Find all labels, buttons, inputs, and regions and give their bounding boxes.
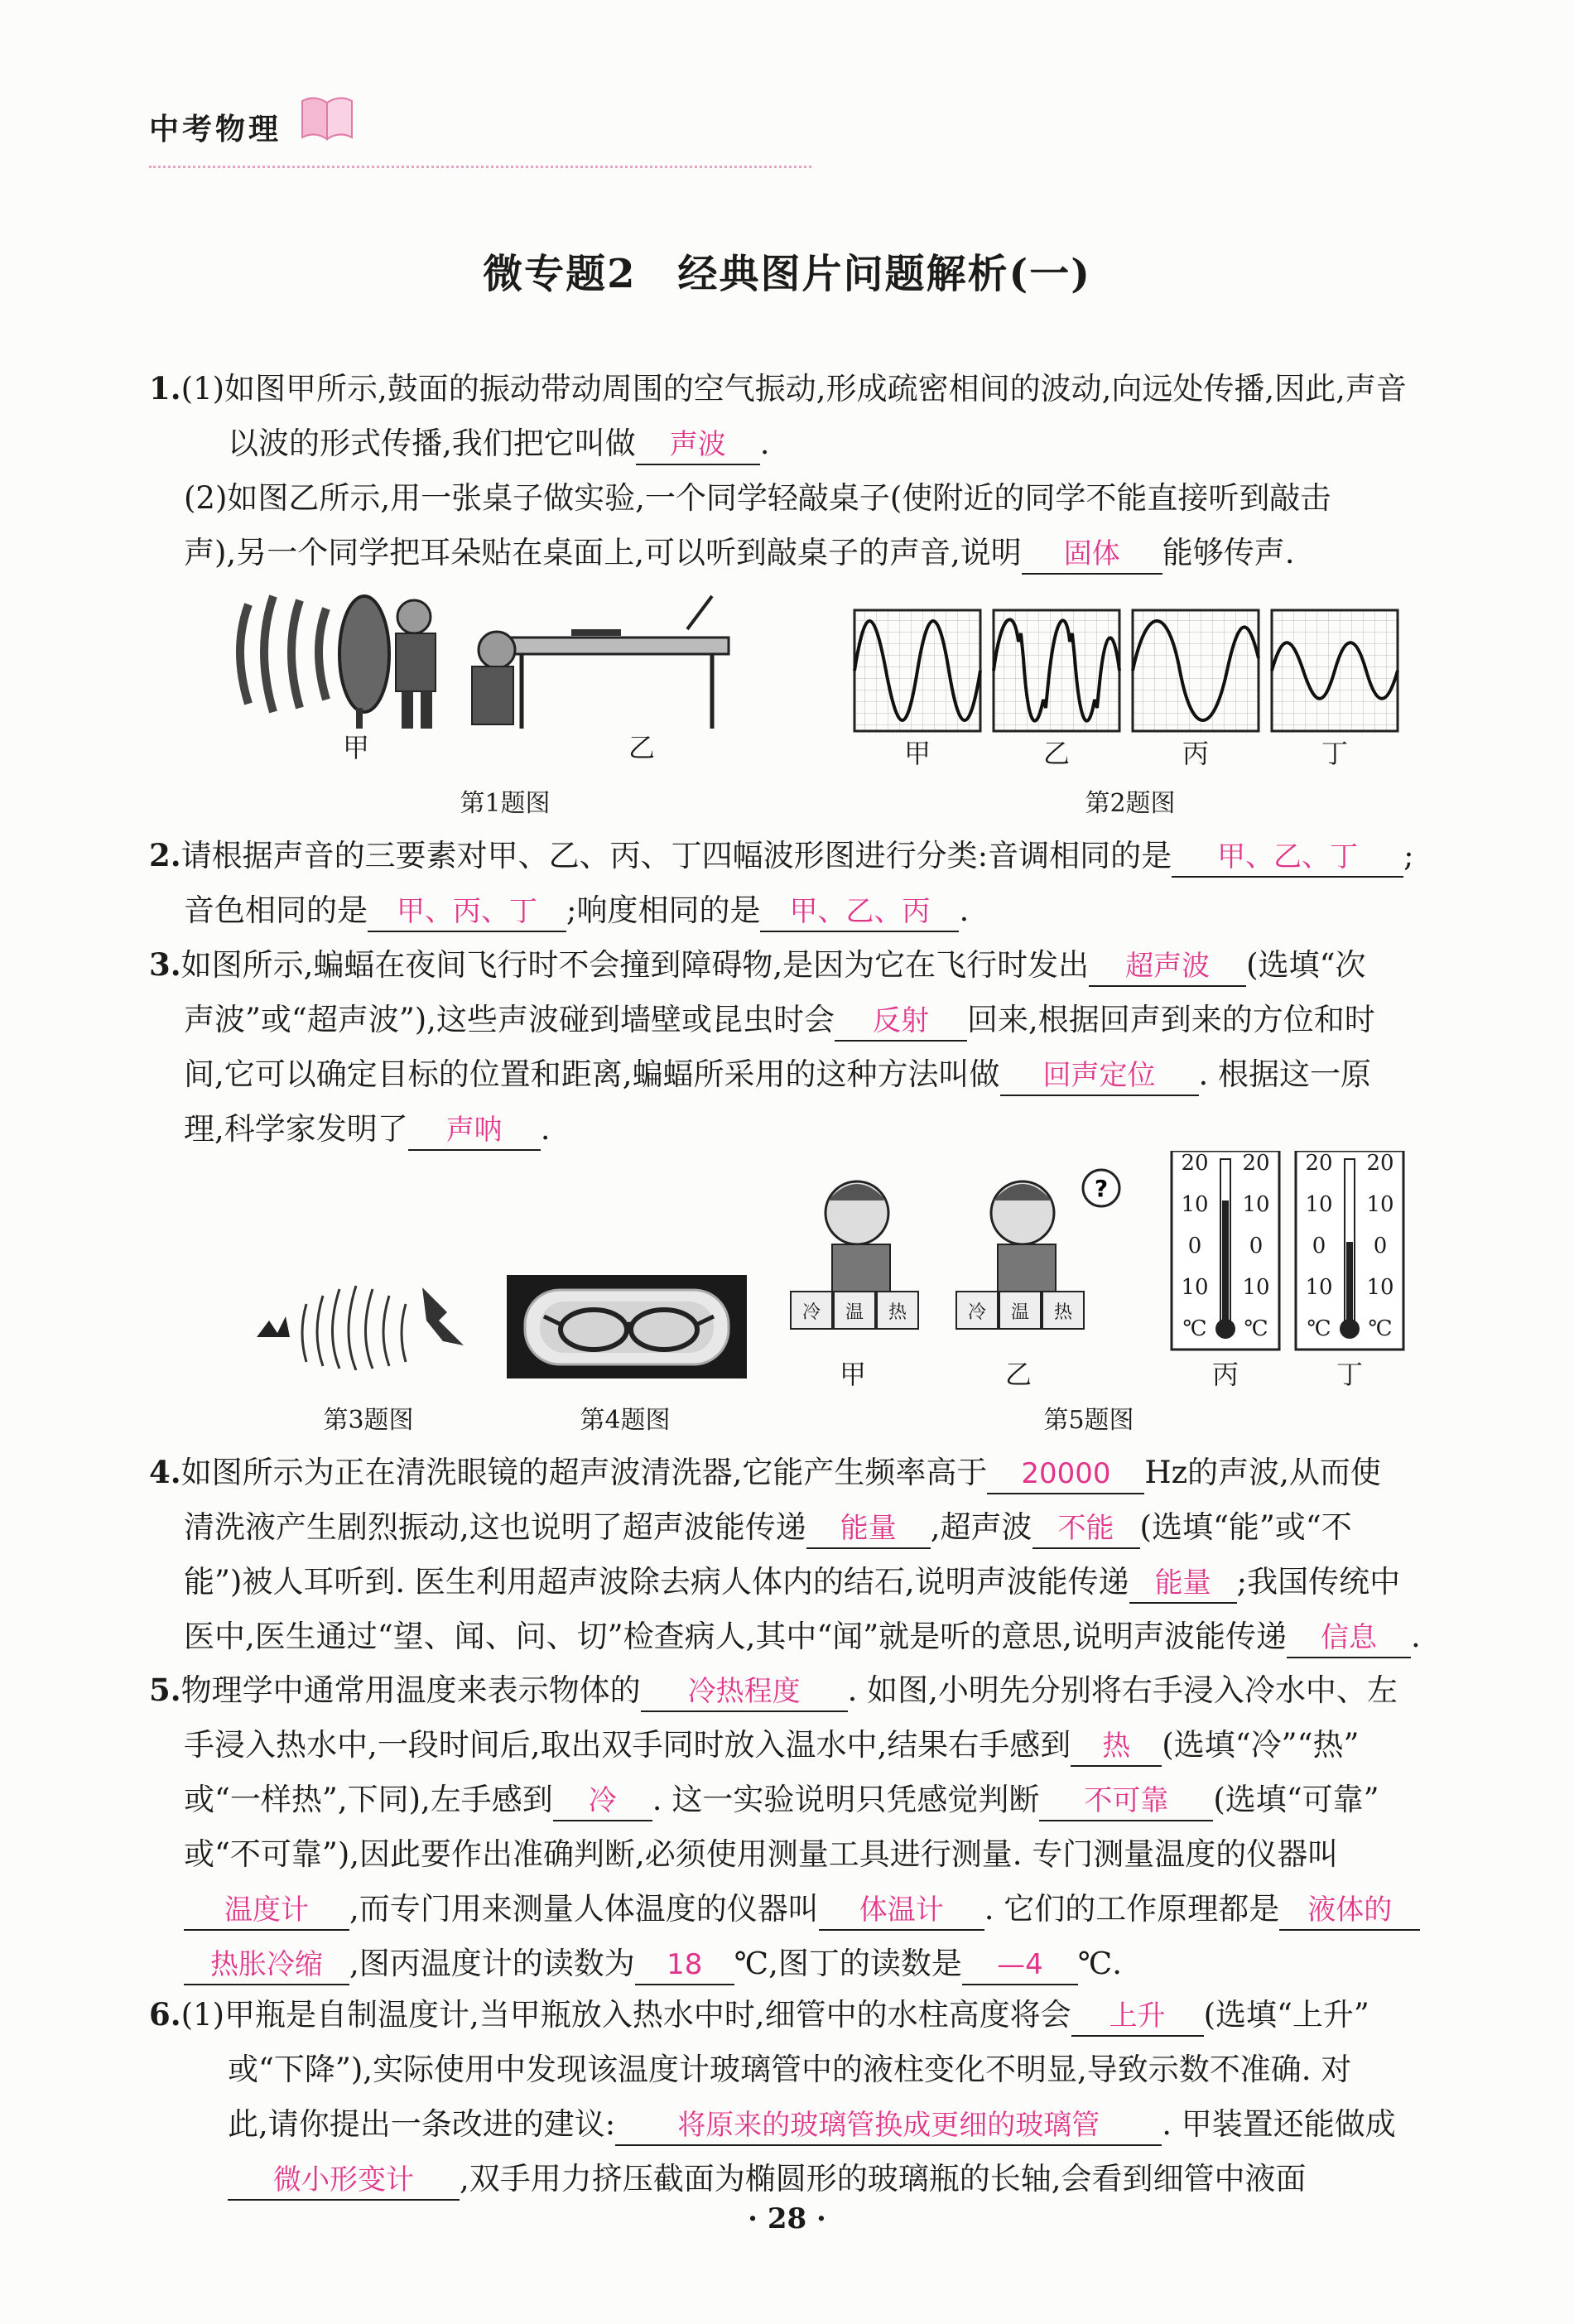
tick-label: 0 [1373,1234,1388,1258]
question-6: 6.(1)甲瓶是自制温度计,当甲瓶放入热水中时,细管中的水柱高度将会 上升 (选填“上升” 或“下降”),实际使用中发现该温度计玻璃管中的液柱变化不明显,导致示数不准确. 对 此,请你提出一条改进的建议: 将原来的玻璃管换成更细的玻璃管 . 甲装置还能做成 微小形变计 ,双手用力挤压截面为椭圆形的玻璃瓶的长轴,会看到细管中液面 [149,1987,1490,2206]
answer-blank: 液体的 [1279,1891,1420,1931]
tick-label: 10 [1366,1192,1394,1217]
figure-label: 乙 [1042,738,1070,769]
tick-label: 20 [1305,1151,1333,1176]
book-series-title: 中考物理 [149,113,282,147]
cup-label: 热 [888,1302,907,1323]
tick-label: 20 [1181,1151,1209,1176]
tick-label: 10 [1366,1275,1394,1300]
figure-5 [782,1151,1412,1395]
figure-3-caption: 第3题图 [323,1406,414,1435]
tick-label: 10 [1181,1275,1209,1300]
figure-label: 甲 [903,738,931,769]
figure-2 [853,609,1408,769]
tick-label: 0 [1187,1234,1202,1258]
unit-label: ℃ [1307,1316,1331,1341]
waveform-ding [1272,610,1398,731]
answer-blank: 甲、乙、丁 [1172,838,1403,878]
answer-blank: 回声定位 [1000,1056,1199,1096]
header [149,106,282,148]
tick-label: 10 [1305,1275,1333,1300]
answer-blank: 不可靠 [1039,1782,1213,1821]
answer-blank: 反射 [835,1002,967,1042]
answer-blank: 不能 [1032,1509,1140,1549]
tick-label: 20 [1242,1151,1270,1176]
tick-label: 20 [1366,1151,1394,1176]
figure-label: 丁 [1336,1359,1363,1390]
cup-label: 温 [845,1302,864,1323]
figure-3-bat-echo [248,1271,472,1370]
question-5: 5.物理学中通常用温度来表示物体的 冷热程度 . 如图,小明先分别将右手浸入冷水中、左 手浸入热水中,一段时间后,取出双手同时放入温水中,结果右手感到 热 (选填“冷”“热” 或“一样热”,下同),左手感到 冷 . 这一实验说明只凭感觉判断 不可靠 (选填“可靠” 或“不可靠”),因此要作出准确判断,必须使用测量工具进行测量. 专门测量温度的仪器叫 温度计 ,而专门用来测量人体温度的仪器叫 体温计 . 它们的工作原理都是 液体的 热胀冷缩 ,图丙温度计的读数为 18 ℃,图丁的读数是 —4 ℃. [149,1662,1490,1991]
answer-blank: 声波 [636,426,760,465]
answer-blank: 甲、丙、丁 [368,893,566,932]
answer-blank: 能量 [1129,1564,1237,1604]
answer-blank: 热 [1071,1727,1162,1767]
figure-label: 丁 [1321,738,1348,769]
figure-label: 乙 [628,732,655,763]
figure-label: 甲 [342,732,369,763]
tick-label: 0 [1312,1234,1326,1258]
answer-blank: 20000 [987,1455,1144,1494]
page-number: · 28 · [748,2202,826,2235]
answer-blank: 热胀冷缩 [184,1946,349,1985]
waveform-yi [994,610,1119,731]
cup-label: 冷 [801,1302,821,1323]
cup-label: 温 [1010,1302,1029,1323]
question-2: 2.请根据声音的三要素对甲、乙、丙、丁四幅波形图进行分类:音调相同的是 甲、乙、丁 ; 音色相同的是 甲、丙、丁 ;响度相同的是 甲、乙、丙 . [149,828,1490,938]
unit-label: ℃ [1182,1316,1207,1341]
answer-blank: 将原来的玻璃管换成更细的玻璃管 [615,2106,1162,2146]
svg-text:?: ? [1094,1175,1109,1202]
page-title: 微专题2 经典图片问题解析(一) [483,251,1091,297]
figure-2-caption: 第2题图 [1085,789,1176,818]
tick-label: 0 [1249,1234,1264,1258]
cup-label: 热 [1053,1302,1072,1323]
cup-label: 冷 [967,1302,986,1323]
figure-5-caption: 第5题图 [1043,1406,1134,1435]
answer-blank: —4 [962,1946,1078,1985]
answer-blank: 温度计 [184,1891,349,1931]
unit-label: ℃ [1244,1316,1268,1341]
header-divider [149,166,811,168]
answer-blank: 信息 [1287,1619,1411,1658]
figure-1-caption: 第1题图 [460,789,551,818]
waveform-panels [853,609,1408,733]
figure-label: 乙 [1004,1359,1032,1390]
unit-label: ℃ [1368,1316,1393,1341]
tick-label: 10 [1305,1192,1333,1217]
figure-4-ultrasonic-cleaner [507,1275,747,1379]
book-icon [298,93,356,142]
figure-label: 丙 [1211,1359,1239,1390]
question-3: 3.如图所示,蝙蝠在夜间飞行时不会撞到障碍物,是因为它在飞行时发出 超声波 (选填“次 声波”或“超声波”),这些声波碰到墙壁或昆虫时会 反射 回来,根据回声到来的方位和时 间,它可以确定目标的位置和距离,蝙蝠所采用的这种方法叫做 回声定位 . 根据这一原 理,科学家发明了 声呐 . [149,937,1490,1157]
tick-label: 10 [1242,1192,1270,1217]
figure-label: 丙 [1182,738,1209,769]
figure-1 [224,580,753,763]
answer-blank: 能量 [806,1509,931,1549]
answer-blank: 18 [635,1946,734,1985]
figure-4-caption: 第4题图 [580,1406,671,1435]
tick-label: 10 [1181,1192,1209,1217]
answer-blank: 固体 [1022,535,1162,575]
figure-label: 甲 [839,1359,866,1390]
waveform-bing [1133,610,1259,731]
answer-blank: 超声波 [1089,947,1246,987]
question-1: 1.(1)如图甲所示,鼓面的振动带动周围的空气振动,形成疏密相间的波动,向远处传播,因此,声音 以波的形式传播,我们把它叫做 声波 . (2)如图乙所示,用一张桌子做实验,一个同学轻敲桌子(使附近的同学不能直接听到敲击 声),另一个同学把耳朵贴在桌面上,可以听到敲桌子的声音,说明 固体 能够传声. [149,361,1490,580]
waveform-jia [854,610,980,731]
answer-blank: 微小形变计 [228,2161,460,2201]
answer-blank: 声呐 [408,1111,541,1151]
tick-label: 10 [1242,1275,1270,1300]
drum-and-table-illustration [224,580,753,729]
answer-blank: 上升 [1071,1997,1204,2037]
answer-blank: 体温计 [819,1891,984,1931]
question-4: 4.如图所示为正在清洗眼镜的超声波清洗器,它能产生频率高于 20000 Hz的声波,从而使 清洗液产生剧烈振动,这也说明了超声波能传递 能量 ,超声波 不能 (选填“能”或“不 能”)被人耳听到. 医生利用超声波除去病人体内的结石,说明声波能传递 能量 ;我国传统中 医中,医生通过“望、闻、问、切”检查病人,其中“闻”就是听的意思,说明声波能传递 信息 . [149,1445,1490,1664]
answer-blank: 冷热程度 [641,1672,848,1712]
answer-blank: 冷 [553,1782,652,1821]
answer-blank: 甲、乙、丙 [760,893,959,932]
